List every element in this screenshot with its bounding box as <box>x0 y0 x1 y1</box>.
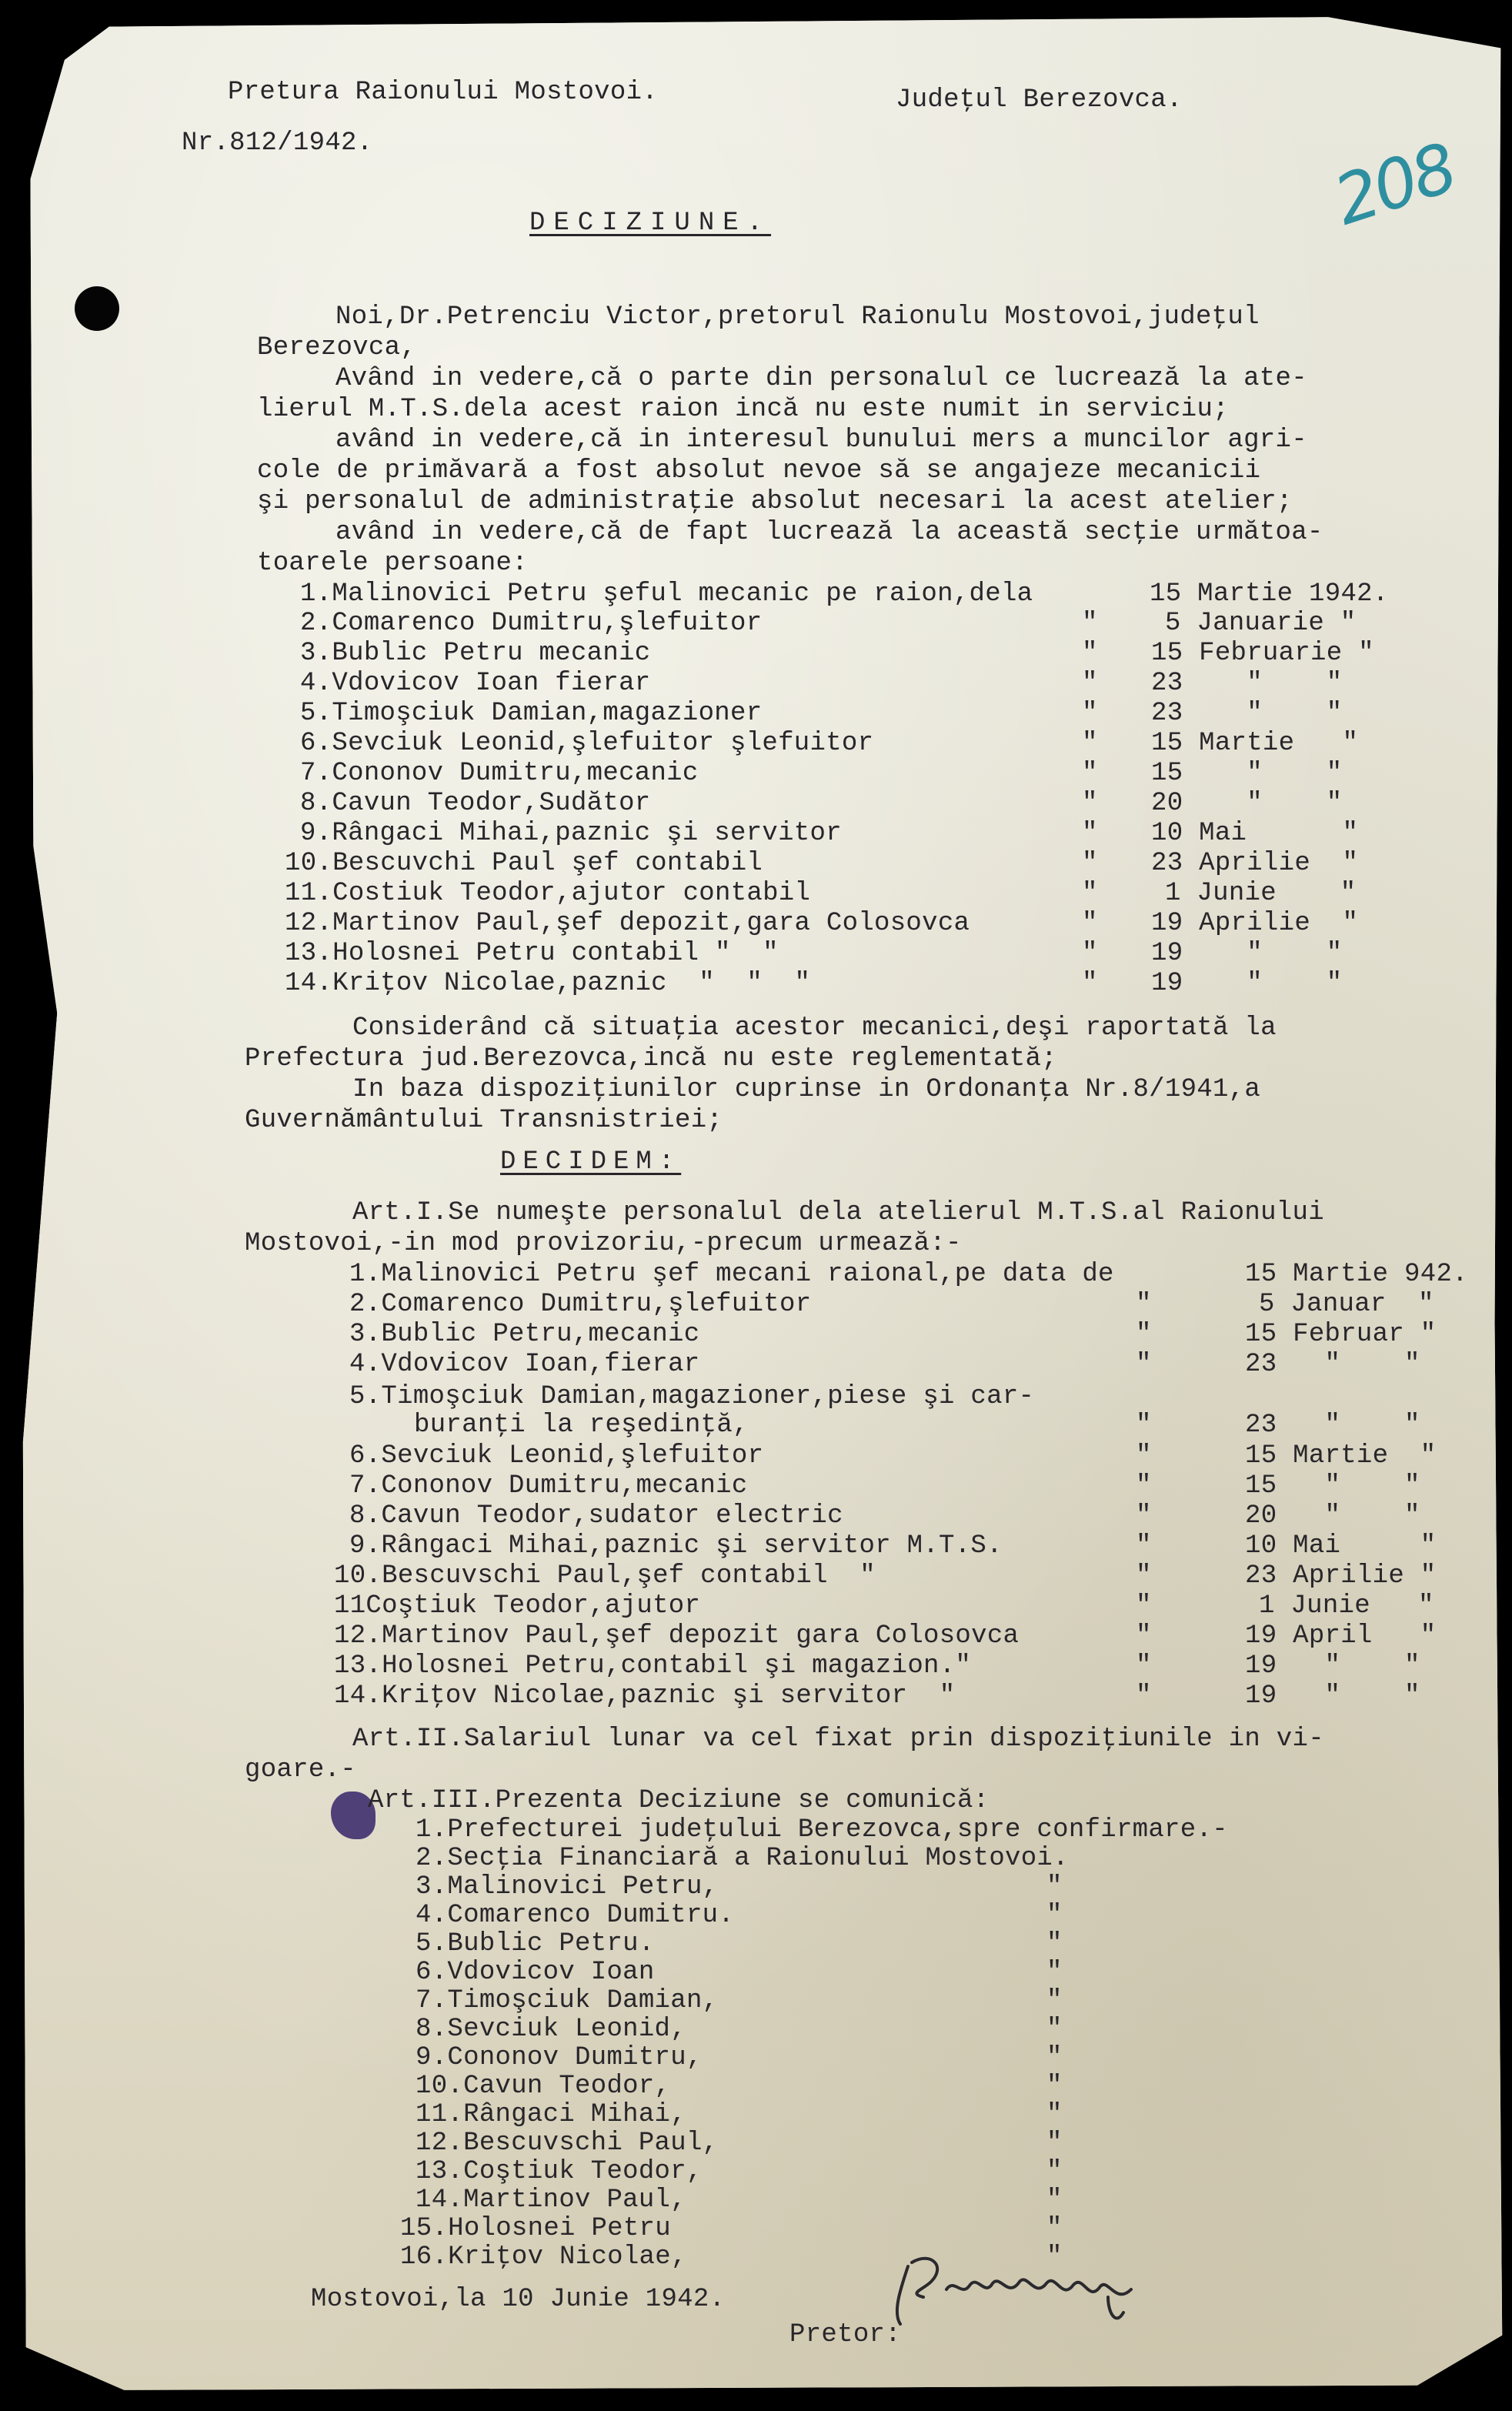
handwritten-signature <box>877 2236 1170 2336</box>
article-1-line: Art.I.Se numeşte personalul dela atelierul M.T.S.al Raionului <box>352 1198 1324 1227</box>
recipient-item: 12.Bescuvschi Paul, <box>416 2129 719 2158</box>
list2-date: 23 Aprilie " <box>1245 1561 1437 1591</box>
intro-line: având in vedere,că in interesul bunului mers a muncilor agri- <box>335 426 1307 455</box>
list2-ditto: " <box>1136 1471 1152 1501</box>
recipient-ditto: " <box>1046 2043 1063 2072</box>
list1-ditto: " <box>1082 609 1098 638</box>
list1-date: 23 " " <box>1151 699 1343 728</box>
header-county: Judeţul Berezovca. <box>896 85 1183 115</box>
list1-name: 11.Costiuk Teodor,ajutor contabil <box>285 879 811 908</box>
list2-ditto: " <box>1136 1411 1152 1440</box>
recipient-item: 10.Cavun Teodor, <box>416 2072 671 2101</box>
list2-name: 3.Bublic Petru,mecanic <box>349 1320 700 1349</box>
document-title: DECIZIUNE. <box>529 209 772 238</box>
list1-ditto: " <box>1082 759 1098 788</box>
list2-name: 13.Holosnei Petru,contabil şi magazion." <box>334 1651 972 1681</box>
list1-name: 3.Bublic Petru mecanic <box>300 639 651 668</box>
recipient-item: 1.Prefecturei judeţului Berezovca,spre confirmare.- <box>416 1815 1228 1845</box>
list1-name: 7.Cononov Dumitru,mecanic <box>300 759 699 788</box>
list1-date: 19 " " <box>1151 939 1343 968</box>
recipient-ditto: " <box>1046 1901 1063 1930</box>
recipient-item: 13.Coştiuk Teodor, <box>416 2157 703 2186</box>
list2-date: 15 " " <box>1245 1471 1420 1501</box>
list1-name: 6.Sevciuk Leonid,şlefuitor şlefuitor <box>300 729 874 758</box>
list2-ditto: " <box>1136 1501 1152 1531</box>
recipient-item: 7.Timoşciuk Damian, <box>416 1986 719 2015</box>
intro-line: lierul M.T.S.dela acest raion incă nu este numit in serviciu; <box>257 395 1229 424</box>
list1-ditto: " <box>1082 819 1098 848</box>
list2-name: 9.Rângaci Mihai,paznic şi servitor M.T.S. <box>349 1531 1003 1561</box>
recipient-item: 8.Sevciuk Leonid, <box>416 2015 686 2044</box>
list2-date: 1 Junie " <box>1259 1591 1434 1621</box>
list2-date: 5 Januar " <box>1259 1290 1434 1319</box>
header-institution: Pretura Raionului Mostovoi. <box>228 78 658 107</box>
recipient-ditto: " <box>1046 1872 1063 1902</box>
decision-heading: DECIDEM: <box>500 1147 682 1177</box>
list2-date: 15 Februar " <box>1245 1320 1437 1349</box>
list1-name: 8.Cavun Teodor,Sudător <box>300 789 651 818</box>
list2-date: 23 " " <box>1245 1411 1420 1440</box>
recipient-ditto: " <box>1046 1986 1063 2015</box>
list2-name-continued: buranţi la reşedinţă, <box>414 1411 749 1440</box>
header-number: Nr.812/1942. <box>182 129 373 158</box>
intro-line: şi personalul de administraţie absolut necesari la acest atelier; <box>257 487 1293 516</box>
page-number-stamp: 208 <box>1324 128 1464 241</box>
list1-ditto: " <box>1082 849 1098 878</box>
list1-name: 1.Malinovici Petru şeful mecanic pe raion,dela <box>300 579 1033 609</box>
list1-ditto: " <box>1082 939 1098 968</box>
considering-line: In baza dispoziţiunilor cuprinse in Ordonanţa Nr.8/1941,a <box>352 1075 1261 1104</box>
recipient-ditto: " <box>1046 2186 1063 2215</box>
list1-date: 5 Januarie " <box>1165 609 1357 638</box>
list2-name: 12.Martinov Paul,şef depozit gara Colosovca <box>334 1621 1020 1651</box>
list1-name: 4.Vdovicov Ioan fierar <box>300 669 651 698</box>
recipient-item: 5.Bublic Petru. <box>416 1929 655 1959</box>
place-date: Mostovoi,la 10 Junie 1942. <box>311 2285 726 2314</box>
list2-name: 7.Cononov Dumitru,mecanic <box>349 1471 748 1501</box>
article-1-line: Mostovoi,-in mod provizoriu,-precum urmează:- <box>245 1229 962 1258</box>
list1-date: 15 Martie " <box>1151 729 1359 758</box>
list2-date: 23 " " <box>1245 1350 1420 1379</box>
list1-date: 15 Martie 1942. <box>1150 579 1389 609</box>
list2-date: 20 " " <box>1245 1501 1420 1531</box>
list2-ditto: " <box>1136 1651 1152 1681</box>
list2-name: 5.Timoşciuk Damian,magazioner,piese şi car- <box>349 1382 1035 1411</box>
list2-date: 15 Martie " <box>1245 1441 1437 1471</box>
list2-name: 11Coştiuk Teodor,ajutor <box>334 1591 701 1621</box>
list2-date: 19 " " <box>1245 1681 1420 1711</box>
list1-ditto: " <box>1082 729 1098 758</box>
list1-ditto: " <box>1082 909 1098 938</box>
recipient-ditto: " <box>1046 1929 1063 1959</box>
article-2-line: Art.II.Salariul lunar va cel fixat prin dispoziţiunile in vi- <box>352 1725 1324 1754</box>
list2-ditto: " <box>1136 1681 1152 1711</box>
list1-ditto: " <box>1082 639 1098 668</box>
list1-name: 5.Timoşciuk Damian,magazioner <box>300 699 763 728</box>
list1-date: 15 Februarie " <box>1151 639 1374 668</box>
list1-name: 13.Holosnei Petru contabil " " <box>285 939 779 968</box>
recipient-item: 14.Martinov Paul, <box>416 2186 686 2215</box>
list2-ditto: " <box>1136 1320 1152 1349</box>
recipient-ditto: " <box>1046 2015 1063 2044</box>
list1-ditto: " <box>1082 789 1098 818</box>
list1-name: 2.Comarenco Dumitru,şlefuitor <box>300 609 763 638</box>
list2-name: 14.Kriţov Nicolae,paznic şi servitor " <box>334 1681 956 1711</box>
list2-name: 4.Vdovicov Ioan,fierar <box>349 1350 700 1379</box>
list1-date: 20 " " <box>1151 789 1343 818</box>
list1-name: 12.Martinov Paul,şef depozit,gara Colosovca <box>285 909 970 938</box>
list2-name: 8.Cavun Teodor,sudator electric <box>349 1501 843 1531</box>
recipient-ditto: " <box>1046 2072 1063 2101</box>
list2-name: 2.Comarenco Dumitru,şlefuitor <box>349 1290 812 1319</box>
recipient-item: 15.Holosnei Petru <box>400 2214 671 2243</box>
list1-ditto: " <box>1082 699 1098 728</box>
list1-date: 10 Mai " <box>1151 819 1359 848</box>
list1-date: 19 Aprilie " <box>1151 909 1359 938</box>
list2-name: 1.Malinovici Petru şef mecani raional,pe data de <box>349 1260 1114 1289</box>
punch-hole <box>75 286 119 331</box>
list2-ditto: " <box>1136 1531 1152 1561</box>
list1-ditto: " <box>1082 969 1098 998</box>
list2-date: 15 Martie 942. <box>1245 1260 1468 1289</box>
recipient-item: 11.Rângaci Mihai, <box>416 2100 686 2129</box>
list2-name: 6.Sevciuk Leonid,şlefuitor <box>349 1441 764 1471</box>
recipient-item: 6.Vdovicov Ioan <box>416 1958 655 1987</box>
list2-date: 19 April " <box>1245 1621 1437 1651</box>
recipient-item: 2.Secţia Financiară a Raionului Mostovoi. <box>416 1844 1069 1873</box>
intro-line: Noi,Dr.Petrenciu Victor,pretorul Raionulu Mostovoi,judeţul <box>335 302 1260 332</box>
list1-ditto: " <box>1082 669 1098 698</box>
intro-line: cole de primăvară a fost absolut nevoe să se angajeze mecanicii <box>257 456 1261 486</box>
considering-line: Considerând că situaţia acestor mecanici,deşi raportată la <box>352 1013 1277 1043</box>
intro-line: Având in vedere,că o parte din personalul ce lucrează la ate- <box>335 364 1307 393</box>
recipient-item: 9.Cononov Dumitru, <box>416 2043 703 2072</box>
recipient-item: 3.Malinovici Petru, <box>416 1872 719 1902</box>
list2-ditto: " <box>1136 1441 1152 1471</box>
recipient-ditto: " <box>1046 2100 1063 2129</box>
list1-date: 19 " " <box>1151 969 1343 998</box>
list2-ditto: " <box>1136 1350 1152 1379</box>
recipient-item: 4.Comarenco Dumitru. <box>416 1901 735 1930</box>
list2-ditto: " <box>1136 1561 1152 1591</box>
list1-name: 14.Kriţov Nicolae,paznic " " " <box>285 969 811 998</box>
intro-line: având in vedere,că de fapt lucrează la această secţie următoa- <box>335 518 1323 547</box>
list2-date: 10 Mai " <box>1245 1531 1437 1561</box>
list2-ditto: " <box>1136 1290 1152 1319</box>
recipient-ditto: " <box>1046 2242 1063 2272</box>
list1-date: 23 " " <box>1151 669 1343 698</box>
article-3-heading: Art.III.Prezenta Deciziune se comunică: <box>368 1786 990 1815</box>
list1-date: 23 Aprilie " <box>1151 849 1359 878</box>
article-2-line: goare.- <box>245 1755 356 1785</box>
intro-line: toarele persoane: <box>257 549 528 578</box>
recipient-ditto: " <box>1046 2214 1063 2243</box>
list1-ditto: " <box>1082 879 1098 908</box>
list2-name: 10.Bescuvschi Paul,şef contabil " <box>334 1561 876 1591</box>
recipient-ditto: " <box>1046 2157 1063 2186</box>
recipient-ditto: " <box>1046 2129 1063 2158</box>
signatory-label: Pretor: <box>789 2320 901 2349</box>
list2-ditto: " <box>1136 1591 1152 1621</box>
list1-date: 15 " " <box>1151 759 1343 788</box>
list2-ditto: " <box>1136 1621 1152 1651</box>
list1-date: 1 Junie " <box>1165 879 1357 908</box>
recipient-ditto: " <box>1046 1958 1063 1987</box>
considering-line: Guvernământului Transnistriei; <box>245 1106 723 1135</box>
list2-date: 19 " " <box>1245 1651 1420 1681</box>
considering-line: Prefectura jud.Berezovca,incă nu este reglementată; <box>245 1044 1057 1074</box>
recipient-item: 16.Kriţov Nicolae, <box>400 2242 687 2272</box>
list1-name: 10.Bescuvchi Paul şef contabil <box>285 849 763 878</box>
intro-line: Berezovca, <box>257 333 417 362</box>
list1-name: 9.Rângaci Mihai,paznic şi servitor <box>300 819 842 848</box>
